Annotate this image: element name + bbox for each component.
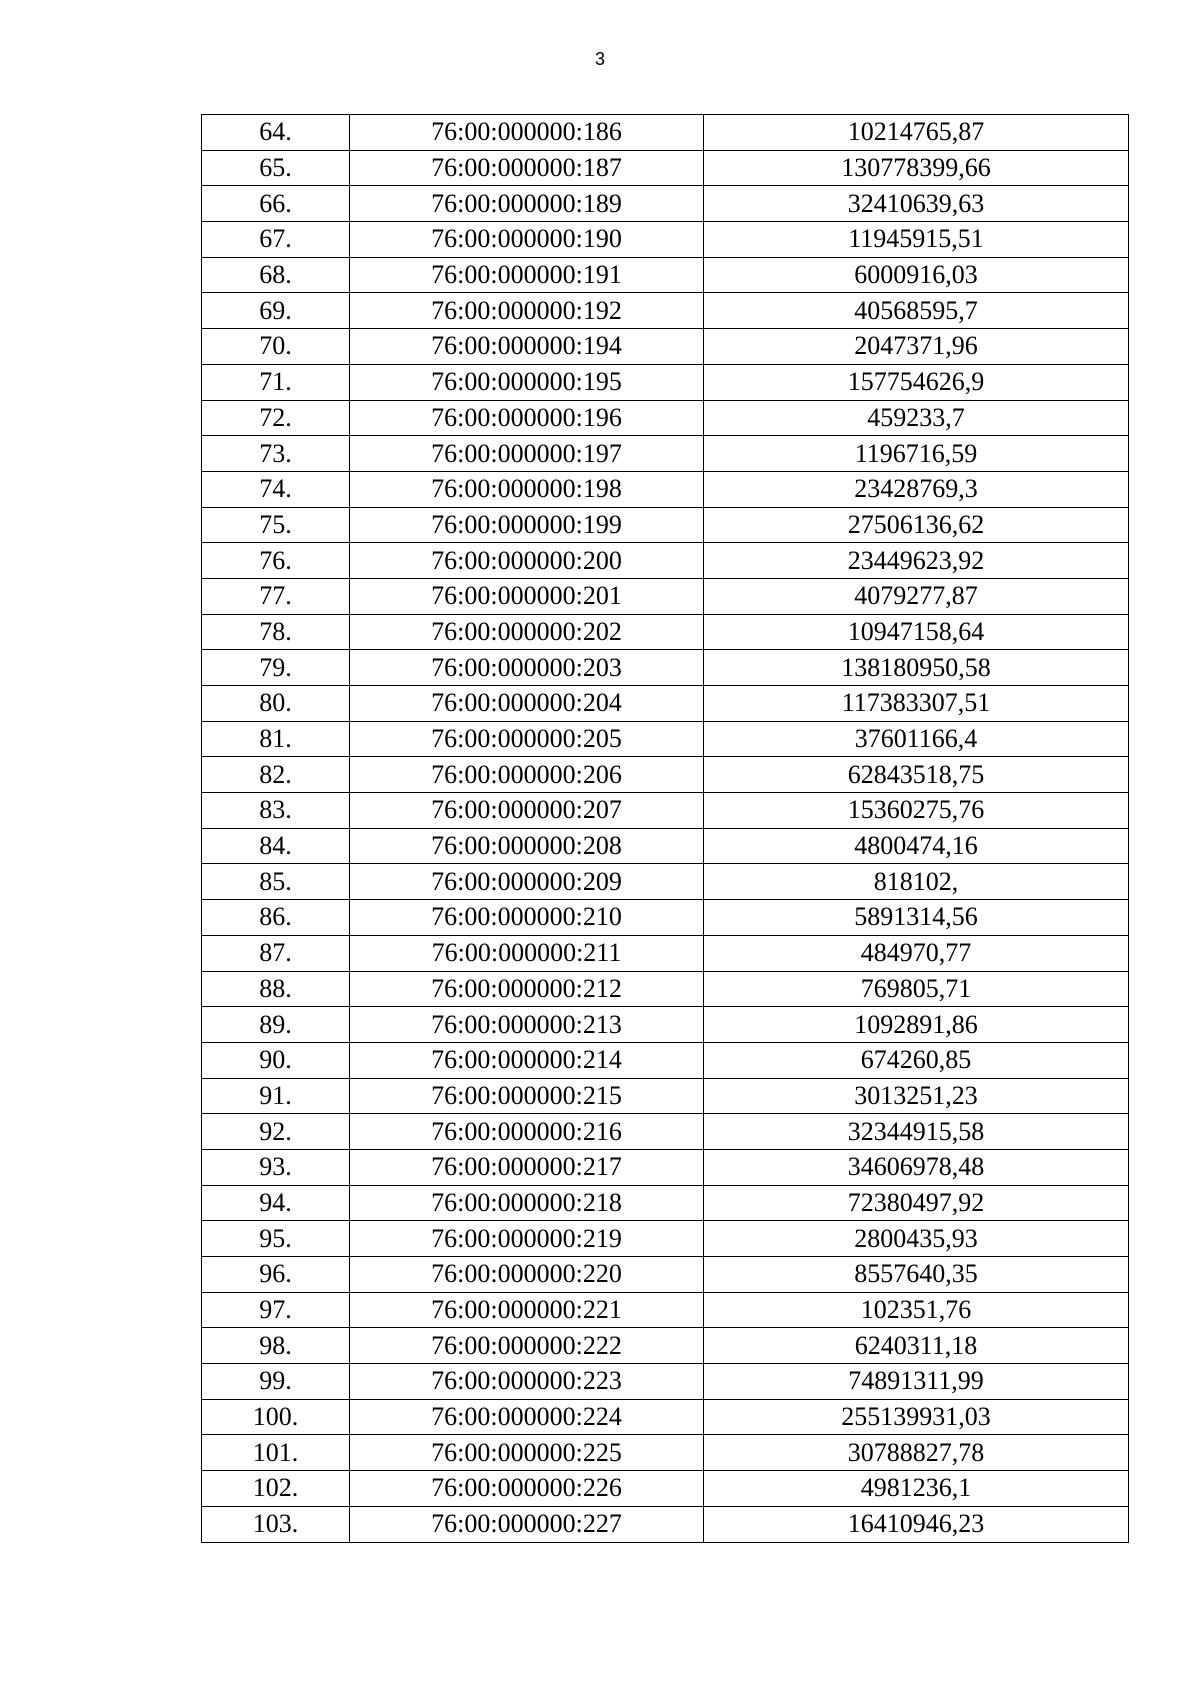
cadastral-number-cell: 76:00:000000:217	[350, 1149, 704, 1185]
page-number: 3	[594, 49, 605, 69]
cadastral-number-cell: 76:00:000000:220	[350, 1257, 704, 1293]
value-cell: 484970,77	[704, 935, 1129, 971]
table-row	[202, 1471, 1129, 1507]
table-row	[202, 115, 1129, 151]
row-number-cell: 75.	[202, 507, 350, 543]
value-cell: 769805,71	[704, 971, 1129, 1007]
table-row	[202, 150, 1129, 186]
value-cell: 3013251,23	[704, 1078, 1129, 1114]
cadastral-number-cell: 76:00:000000:192	[350, 293, 704, 329]
table-row	[202, 543, 1129, 579]
value-cell: 10947158,64	[704, 614, 1129, 650]
row-number-cell: 102.	[202, 1471, 350, 1507]
cadastral-number-cell: 76:00:000000:199	[350, 507, 704, 543]
cadastral-number-cell: 76:00:000000:225	[350, 1435, 704, 1471]
table-row	[202, 1185, 1129, 1221]
cadastral-number-cell: 76:00:000000:224	[350, 1399, 704, 1435]
cadastral-number-cell: 76:00:000000:200	[350, 543, 704, 579]
value-cell: 32344915,58	[704, 1114, 1129, 1150]
table-row	[202, 757, 1129, 793]
row-number-cell: 88.	[202, 971, 350, 1007]
cadastral-number-cell: 76:00:000000:203	[350, 650, 704, 686]
row-number-cell: 99.	[202, 1364, 350, 1400]
table-row	[202, 1007, 1129, 1043]
value-cell: 8557640,35	[704, 1257, 1129, 1293]
value-cell: 23428769,3	[704, 471, 1129, 507]
cadastral-number-cell: 76:00:000000:227	[350, 1506, 704, 1542]
row-number-cell: 70.	[202, 329, 350, 365]
cadastral-number-cell: 76:00:000000:216	[350, 1114, 704, 1150]
row-number-cell: 96.	[202, 1257, 350, 1293]
value-cell: 30788827,78	[704, 1435, 1129, 1471]
value-cell: 32410639,63	[704, 186, 1129, 222]
cadastral-number-cell: 76:00:000000:209	[350, 864, 704, 900]
row-number-cell: 91.	[202, 1078, 350, 1114]
value-cell: 1092891,86	[704, 1007, 1129, 1043]
row-number-cell: 103.	[202, 1506, 350, 1542]
table-row	[202, 1506, 1129, 1542]
cadastral-number-cell: 76:00:000000:208	[350, 828, 704, 864]
table-row	[202, 1078, 1129, 1114]
table-row	[202, 1435, 1129, 1471]
row-number-cell: 82.	[202, 757, 350, 793]
row-number-cell: 100.	[202, 1399, 350, 1435]
value-cell: 4079277,87	[704, 578, 1129, 614]
cadastral-number-cell: 76:00:000000:219	[350, 1221, 704, 1257]
table-row	[202, 721, 1129, 757]
cadastral-number-cell: 76:00:000000:205	[350, 721, 704, 757]
value-cell: 138180950,58	[704, 650, 1129, 686]
value-cell: 6000916,03	[704, 257, 1129, 293]
row-number-cell: 68.	[202, 257, 350, 293]
table-row	[202, 1149, 1129, 1185]
row-number-cell: 80.	[202, 686, 350, 722]
value-cell: 130778399,66	[704, 150, 1129, 186]
value-cell: 62843518,75	[704, 757, 1129, 793]
row-number-cell: 95.	[202, 1221, 350, 1257]
table-row	[202, 864, 1129, 900]
row-number-cell: 86.	[202, 900, 350, 936]
row-number-cell: 64.	[202, 115, 350, 151]
table-row	[202, 1399, 1129, 1435]
row-number-cell: 65.	[202, 150, 350, 186]
cadastral-number-cell: 76:00:000000:222	[350, 1328, 704, 1364]
cadastral-number-cell: 76:00:000000:212	[350, 971, 704, 1007]
value-cell: 117383307,51	[704, 686, 1129, 722]
cadastral-number-cell: 76:00:000000:206	[350, 757, 704, 793]
cadastral-value-table	[201, 114, 1129, 1543]
row-number-cell: 93.	[202, 1149, 350, 1185]
cadastral-number-cell: 76:00:000000:226	[350, 1471, 704, 1507]
table-row	[202, 400, 1129, 436]
value-cell: 4800474,16	[704, 828, 1129, 864]
cadastral-number-cell: 76:00:000000:221	[350, 1292, 704, 1328]
value-cell: 11945915,51	[704, 222, 1129, 258]
value-cell: 2800435,93	[704, 1221, 1129, 1257]
cadastral-number-cell: 76:00:000000:204	[350, 686, 704, 722]
value-cell: 34606978,48	[704, 1149, 1129, 1185]
table-row	[202, 650, 1129, 686]
table-row	[202, 293, 1129, 329]
cadastral-number-cell: 76:00:000000:197	[350, 436, 704, 472]
row-number-cell: 92.	[202, 1114, 350, 1150]
cadastral-number-cell: 76:00:000000:202	[350, 614, 704, 650]
table-row	[202, 1221, 1129, 1257]
value-cell: 72380497,92	[704, 1185, 1129, 1221]
row-number-cell: 77.	[202, 578, 350, 614]
value-cell: 459233,7	[704, 400, 1129, 436]
table-row	[202, 1114, 1129, 1150]
value-cell: 2047371,96	[704, 329, 1129, 365]
value-cell: 27506136,62	[704, 507, 1129, 543]
cadastral-number-cell: 76:00:000000:213	[350, 1007, 704, 1043]
table-row	[202, 614, 1129, 650]
table-row	[202, 329, 1129, 365]
row-number-cell: 97.	[202, 1292, 350, 1328]
row-number-cell: 90.	[202, 1042, 350, 1078]
value-cell: 37601166,4	[704, 721, 1129, 757]
cadastral-number-cell: 76:00:000000:207	[350, 793, 704, 829]
cadastral-number-cell: 76:00:000000:198	[350, 471, 704, 507]
value-cell: 6240311,18	[704, 1328, 1129, 1364]
table-row	[202, 1328, 1129, 1364]
row-number-cell: 85.	[202, 864, 350, 900]
value-cell: 5891314,56	[704, 900, 1129, 936]
table-row	[202, 578, 1129, 614]
row-number-cell: 81.	[202, 721, 350, 757]
table-row	[202, 436, 1129, 472]
table-row	[202, 507, 1129, 543]
row-number-cell: 78.	[202, 614, 350, 650]
cadastral-number-cell: 76:00:000000:194	[350, 329, 704, 365]
value-cell: 818102,	[704, 864, 1129, 900]
cadastral-number-cell: 76:00:000000:201	[350, 578, 704, 614]
value-cell: 255139931,03	[704, 1399, 1129, 1435]
cadastral-number-cell: 76:00:000000:218	[350, 1185, 704, 1221]
row-number-cell: 72.	[202, 400, 350, 436]
row-number-cell: 67.	[202, 222, 350, 258]
cadastral-number-cell: 76:00:000000:215	[350, 1078, 704, 1114]
table-row	[202, 1292, 1129, 1328]
row-number-cell: 76.	[202, 543, 350, 579]
table-row	[202, 900, 1129, 936]
row-number-cell: 87.	[202, 935, 350, 971]
table-row	[202, 828, 1129, 864]
row-number-cell: 83.	[202, 793, 350, 829]
table-row	[202, 1257, 1129, 1293]
row-number-cell: 84.	[202, 828, 350, 864]
value-cell: 10214765,87	[704, 115, 1129, 151]
cadastral-number-cell: 76:00:000000:187	[350, 150, 704, 186]
value-cell: 23449623,92	[704, 543, 1129, 579]
value-cell: 74891311,99	[704, 1364, 1129, 1400]
cadastral-number-cell: 76:00:000000:186	[350, 115, 704, 151]
cadastral-number-cell: 76:00:000000:214	[350, 1042, 704, 1078]
table-body	[202, 115, 1129, 1543]
table-row	[202, 686, 1129, 722]
cadastral-number-cell: 76:00:000000:195	[350, 364, 704, 400]
table-row	[202, 793, 1129, 829]
value-cell: 40568595,7	[704, 293, 1129, 329]
value-cell: 102351,76	[704, 1292, 1129, 1328]
value-cell: 4981236,1	[704, 1471, 1129, 1507]
table-row	[202, 257, 1129, 293]
cadastral-number-cell: 76:00:000000:196	[350, 400, 704, 436]
value-cell: 674260,85	[704, 1042, 1129, 1078]
cadastral-number-cell: 76:00:000000:190	[350, 222, 704, 258]
cadastral-number-cell: 76:00:000000:191	[350, 257, 704, 293]
table-row	[202, 1042, 1129, 1078]
row-number-cell: 69.	[202, 293, 350, 329]
row-number-cell: 66.	[202, 186, 350, 222]
cadastral-number-cell: 76:00:000000:223	[350, 1364, 704, 1400]
value-cell: 15360275,76	[704, 793, 1129, 829]
value-cell: 157754626,9	[704, 364, 1129, 400]
value-cell: 16410946,23	[704, 1506, 1129, 1542]
row-number-cell: 74.	[202, 471, 350, 507]
row-number-cell: 79.	[202, 650, 350, 686]
table-row	[202, 471, 1129, 507]
row-number-cell: 94.	[202, 1185, 350, 1221]
row-number-cell: 98.	[202, 1328, 350, 1364]
table-row	[202, 186, 1129, 222]
cadastral-number-cell: 76:00:000000:189	[350, 186, 704, 222]
row-number-cell: 71.	[202, 364, 350, 400]
row-number-cell: 73.	[202, 436, 350, 472]
table-row	[202, 971, 1129, 1007]
table-row	[202, 222, 1129, 258]
cadastral-number-cell: 76:00:000000:211	[350, 935, 704, 971]
row-number-cell: 101.	[202, 1435, 350, 1471]
value-cell: 1196716,59	[704, 436, 1129, 472]
table-row	[202, 1364, 1129, 1400]
cadastral-number-cell: 76:00:000000:210	[350, 900, 704, 936]
table-row	[202, 364, 1129, 400]
row-number-cell: 89.	[202, 1007, 350, 1043]
table-row	[202, 935, 1129, 971]
